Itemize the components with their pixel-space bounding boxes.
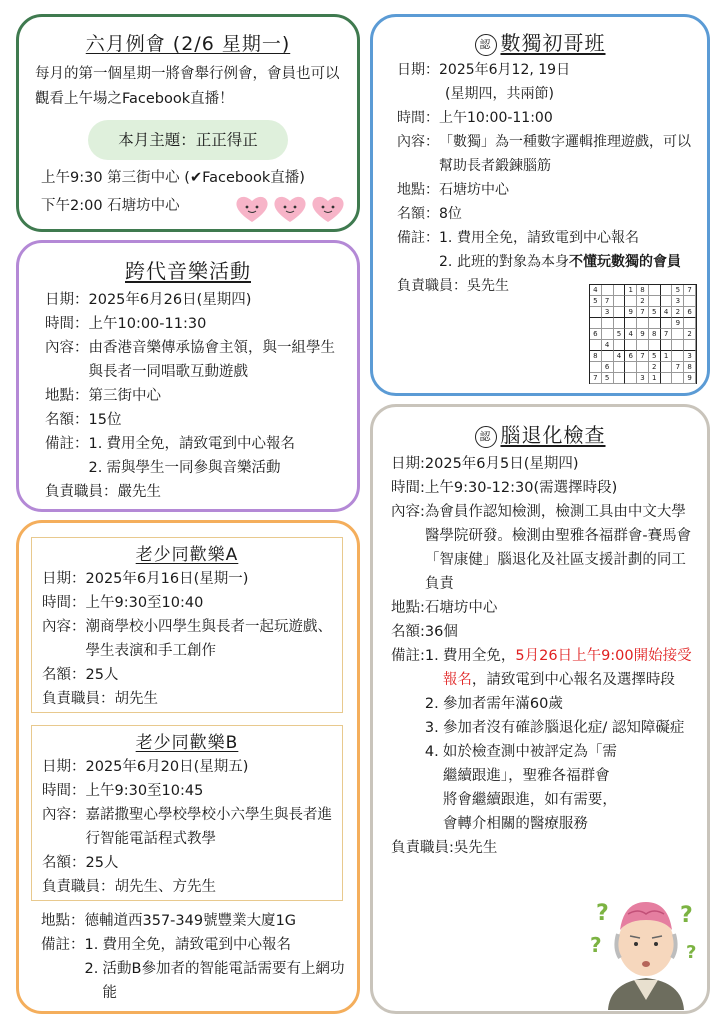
sudoku-cell: 8 <box>684 362 696 373</box>
sudoku-cell: 7 <box>590 373 602 384</box>
svg-text:?: ? <box>590 933 602 957</box>
sudoku-cell <box>672 351 684 362</box>
music-staff-row: 負責職員： 嚴先生 <box>45 484 161 500</box>
sudoku-cell <box>625 318 637 329</box>
sudoku-cell <box>637 318 649 329</box>
sudoku-cell: 4 <box>602 340 614 351</box>
sudoku-cell <box>625 362 637 373</box>
sudoku-cell <box>684 340 696 351</box>
young-old-a-card: 老少同歡樂A 日期： 2025年6月16日(星期一) 時間： 上午9:30至10:40 內容： 潮商學校小四學生與長者一起玩遊戲、學生表演和手工創作 名額： 25人 負責職員： 胡先生 <box>31 537 343 713</box>
sudoku-cell <box>614 362 626 373</box>
sudoku-cell <box>672 329 684 340</box>
sudoku-cell <box>649 340 661 351</box>
sudoku-cell: 4 <box>590 285 602 296</box>
registration-start-highlight: 5月26日上午9:00開始接受報名 <box>442 648 692 688</box>
svg-text:?: ? <box>596 901 609 926</box>
young-old-b-title: 老少同歡樂B <box>135 733 239 753</box>
sudoku-cell <box>661 340 673 351</box>
sudoku-date-row: 日期： 2025年6月12, 19日 <box>397 62 571 78</box>
session-1-place: 第三街中心 <box>107 170 180 186</box>
sudoku-class-title: 認 數獨初哥班 <box>373 27 707 56</box>
sudoku-cell: 6 <box>590 329 602 340</box>
sudoku-cell: 3 <box>637 373 649 384</box>
sudoku-cell <box>672 340 684 351</box>
svg-text:?: ? <box>680 903 693 928</box>
sudoku-cell <box>672 373 684 384</box>
sudoku-cell <box>684 318 696 329</box>
sudoku-cell: 7 <box>637 351 649 362</box>
dementia-quota-row: 名額: 36個 <box>391 624 458 640</box>
sudoku-cell: 7 <box>661 329 673 340</box>
sudoku-cell: 4 <box>625 329 637 340</box>
session-2-place: 石塘坊中心 <box>107 198 180 214</box>
sudoku-cell <box>661 318 673 329</box>
music-activity-panel <box>16 240 360 512</box>
sudoku-cell: 4 <box>614 351 626 362</box>
smile-heart-icon <box>272 194 308 224</box>
sudoku-cell: 7 <box>672 362 684 373</box>
sudoku-cell <box>661 373 673 384</box>
sudoku-cell: 7 <box>684 285 696 296</box>
sudoku-time-row: 時間： 上午10:00-11:00 <box>397 110 553 126</box>
sudoku-cell <box>590 318 602 329</box>
sudoku-cell: 2 <box>672 307 684 318</box>
sudoku-cell: 5 <box>649 307 661 318</box>
sudoku-cell: 2 <box>649 362 661 373</box>
sudoku-cell: 3 <box>602 307 614 318</box>
sudoku-content-row: 內容： 「數獨」為一種數字邏輯推理遊戲，可以幫助長者鍛鍊腦筋 <box>397 134 691 174</box>
sudoku-cell <box>661 362 673 373</box>
dementia-title: 認 腦退化檢查 <box>373 419 707 448</box>
meeting-theme-badge: 本月主題：正正得正 <box>88 120 288 160</box>
sudoku-cell <box>649 285 661 296</box>
sudoku-cell <box>661 296 673 307</box>
sudoku-cell: 1 <box>625 285 637 296</box>
sudoku-cell <box>602 285 614 296</box>
sudoku-cell: 6 <box>625 351 637 362</box>
sudoku-staff-row: 負責職員： 吳先生 <box>397 278 509 294</box>
sudoku-cell: 6 <box>684 307 696 318</box>
sudoku-cell: 2 <box>637 296 649 307</box>
young-old-notes-row: 備註： 1. 費用全免，請致電到中心報名 2. 活動B參加者的智能電話需要有上網功能 <box>41 937 345 1001</box>
sudoku-cell <box>625 340 637 351</box>
sudoku-cell: 7 <box>602 296 614 307</box>
sudoku-cell: 5 <box>672 285 684 296</box>
dementia-notes-row: 備註: 1. 費用全免，5月26日上午9:00開始接受報名，請致電到中心報名及選擇時段 2. 參加者需年滿60歲 3. 參加者沒有確診腦退化症/ 認知障礙症 4. 如於檢查測中被評定為「需繼續跟進」，聖雅各福群會將會繼續跟進，如有需要，會轉介相關的醫療服務 <box>391 648 692 832</box>
smile-heart-icon <box>310 194 346 224</box>
meeting-session-1 <box>41 166 357 190</box>
sudoku-cell <box>637 362 649 373</box>
music-content-row: 內容： 由香港音樂傳承協會主領，與一組學生與長者一同唱歌互動遊戲 <box>45 340 335 380</box>
sudoku-cell <box>649 318 661 329</box>
meeting-description: 每月的第一個星期一將會舉行例會，會員也可以觀看上午場之Facebook直播！ <box>35 66 340 107</box>
music-title: 跨代音樂活動 <box>125 259 251 283</box>
sudoku-cell: 6 <box>602 362 614 373</box>
sudoku-cell <box>614 285 626 296</box>
sudoku-date-note: (星期四，共兩節) <box>445 86 554 102</box>
sudoku-cell: 2 <box>684 329 696 340</box>
dementia-time-row: 時間: 上午9:30-12:30(需選擇時段) <box>391 480 618 496</box>
sudoku-cell: 8 <box>649 329 661 340</box>
music-place-row: 地點： 第三街中心 <box>45 388 161 404</box>
sudoku-cell <box>614 373 626 384</box>
sudoku-cell <box>625 296 637 307</box>
sudoku-place-row: 地點： 石塘坊中心 <box>397 182 509 198</box>
sudoku-cell <box>661 285 673 296</box>
music-time-row: 時間： 上午10:00-11:30 <box>45 316 207 332</box>
young-old-panel <box>16 520 360 1014</box>
sudoku-cell <box>602 351 614 362</box>
dementia-staff-row: 負責職員: 吳先生 <box>391 840 498 856</box>
sudoku-cell <box>614 307 626 318</box>
sudoku-cell <box>602 329 614 340</box>
session-1-time: 上午9:30 <box>41 170 103 186</box>
sudoku-cell <box>590 340 602 351</box>
sudoku-quota-row: 名額： 8位 <box>397 206 462 222</box>
certified-stamp-icon: 認 <box>475 34 497 56</box>
smile-heart-icon <box>234 194 270 224</box>
sudoku-cell: 5 <box>614 329 626 340</box>
sudoku-cell: 8 <box>637 285 649 296</box>
sudoku-cell: 8 <box>590 351 602 362</box>
sudoku-puzzle-grid <box>589 284 697 384</box>
session-1-facebook-live: (✔Facebook直播) <box>184 170 305 186</box>
sudoku-cell <box>590 307 602 318</box>
certified-stamp-icon: 認 <box>475 426 497 448</box>
sudoku-cell: 7 <box>637 307 649 318</box>
sudoku-cell <box>637 340 649 351</box>
young-old-a-title: 老少同歡樂A <box>135 545 239 565</box>
sudoku-cell <box>614 296 626 307</box>
young-old-b-card: 老少同歡樂B 日期： 2025年6月20日(星期五) 時間： 上午9:30至10:45 內容： 嘉諾撒聖心學校學校小六學生與長者進行智能電話程式教學 名額： 25人 負責職員： 胡先生、方先生 <box>31 725 343 901</box>
sudoku-cell: 3 <box>672 296 684 307</box>
sudoku-cell <box>602 318 614 329</box>
sudoku-cell <box>684 296 696 307</box>
music-quota-row: 名額： 15位 <box>45 412 122 428</box>
sudoku-cell <box>625 373 637 384</box>
sudoku-cell: 9 <box>672 318 684 329</box>
sudoku-cell <box>590 362 602 373</box>
meeting-title: 六月例會 (2/6 星期一) <box>85 33 291 55</box>
sudoku-cell: 4 <box>661 307 673 318</box>
sudoku-cell: 1 <box>661 351 673 362</box>
confused-elderly-illustration <box>588 890 704 1010</box>
sudoku-cell: 5 <box>649 351 661 362</box>
svg-text:?: ? <box>686 942 697 963</box>
sudoku-cell: 5 <box>590 296 602 307</box>
dementia-content-row: 內容: 為會員作認知檢測，檢測工具由中文大學醫學院研發。檢測由聖雅各福群會-賽馬會「智康健」腦退化及社區支援計劃的同工負責 <box>391 504 692 592</box>
sudoku-cell: 9 <box>625 307 637 318</box>
sudoku-cell <box>614 340 626 351</box>
dementia-place-row: 地點: 石塘坊中心 <box>391 600 498 616</box>
sudoku-cell: 1 <box>649 373 661 384</box>
session-2-time: 下午2:00 <box>41 198 103 214</box>
sudoku-cell: 9 <box>684 373 696 384</box>
music-date-row: 日期： 2025年6月26日(星期四) <box>45 292 252 308</box>
sudoku-cell <box>649 296 661 307</box>
sudoku-cell: 9 <box>637 329 649 340</box>
young-old-place-row: 地點： 德輔道西357-349號豐業大廈1G <box>41 913 297 929</box>
sudoku-cell <box>614 318 626 329</box>
smiling-hearts-decoration <box>234 194 346 224</box>
dementia-date-row: 日期: 2025年6月5日(星期四) <box>391 456 579 472</box>
sudoku-cell: 3 <box>684 351 696 362</box>
sudoku-cell: 5 <box>602 373 614 384</box>
sudoku-notes-row: 備註： 1. 費用全免，請致電到中心報名 2. 此班的對象為本身不懂玩數獨的會員 <box>397 230 681 270</box>
music-notes-row: 備註： 1. 費用全免，請致電到中心報名 2. 需與學生一同參與音樂活動 <box>45 436 295 476</box>
